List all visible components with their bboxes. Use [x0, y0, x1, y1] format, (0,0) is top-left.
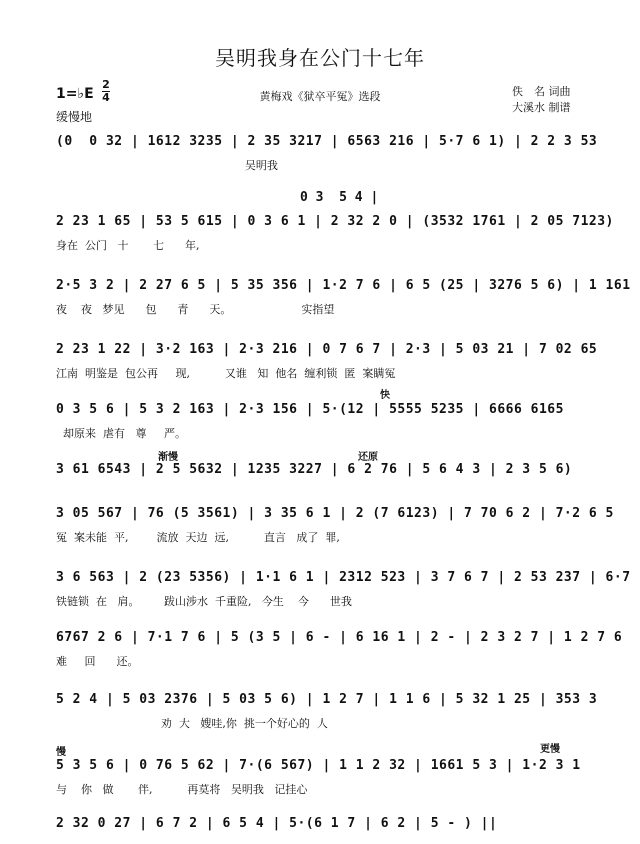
source-line: 黄梅戏《狱卒平冤》选段 — [259, 90, 381, 103]
notation-line: 2 32 0 27 | 6 7 2 | 6 5 4 | 5·(6 1 7 | 6 2 | 5 - ) || — [56, 816, 498, 831]
lyrics-line: 与 你 做 伴, 再莫将 吴明我 记挂心 — [56, 783, 308, 796]
notation-line: 2 23 1 65 | 53 5 615 | 0 3 6 1 | 2 32 2 0 | (3532 1761 | 2 05 7123) — [56, 214, 614, 229]
notation-line: 3 05 567 | 76 (5 3561) | 3 35 6 1 | 2 (7 6123) | 7 70 6 2 | 7·2 6 5 — [56, 506, 614, 521]
annotation-a-tempo: 还原 — [358, 452, 378, 463]
tempo-marking: 缓慢地 — [56, 110, 93, 124]
score-row — [56, 756, 590, 798]
lyrics-line: 江南 明鉴是 包公再 现, 又谁 知 他名 缠利锁 匿 案瞒冤 — [56, 367, 396, 380]
annotation-slow: 慢 — [56, 747, 66, 758]
score-row — [56, 460, 590, 502]
score-row — [56, 132, 598, 174]
score-row — [56, 400, 590, 442]
lyrics-line: 劝 大 嫂哇,你 挑一个好心的 人 — [56, 717, 328, 730]
notation-line: 0 3 5 6 | 5 3 2 163 | 2·3 156 | 5·(12 | 5555 5235 | 6666 6165 — [56, 402, 564, 417]
annotation-gradual-slow: 渐慢 — [158, 452, 178, 463]
upper-voice-notes: 0 3 5 4 | — [300, 190, 379, 205]
score-row — [56, 276, 631, 318]
credit-arranger: 大溪水 制谱 — [512, 101, 571, 114]
lyrics-line: 冤 案未能 平, 流放 天边 远, 直言 成了 罪, — [56, 531, 340, 544]
score-row — [56, 504, 614, 546]
score-row — [56, 628, 623, 670]
notation-line: (0 0 32 | 1612 3235 | 2 35 3217 | 6563 216 | 5·7 6 1) | 2 2 3 53 — [56, 134, 598, 149]
key-signature: 1=♭E — [56, 86, 94, 102]
lyrics-line — [56, 486, 590, 502]
notation-line: 2 23 1 22 | 3·2 163 | 2·3 216 | 0 7 6 7 | 2·3 | 5 03 21 | 7 02 65 — [56, 342, 598, 357]
notation-line: 5 2 4 | 5 03 2376 | 5 03 5 6) | 1 2 7 | 1 1 6 | 5 32 1 25 | 353 3 — [56, 692, 598, 707]
score-row — [56, 690, 598, 732]
notation-line: 3 6 563 | 2 (23 5356) | 1·1 6 1 | 2312 523 | 3 7 6 7 | 2 53 237 | 6·7 — [56, 570, 631, 585]
time-top: 2 — [102, 78, 110, 91]
credit-lyrics-music: 佚 名 词曲 — [512, 85, 571, 98]
lyrics-line: 铁链锁 在 肩。 跋山涉水 千重险, 今生 今 世我 — [56, 595, 352, 608]
lyrics-line: 身在 公门 十 七 年, — [56, 239, 200, 252]
lyrics-line: 难 回 还。 — [56, 655, 139, 668]
score-row — [56, 814, 590, 834]
time-bottom: 4 — [102, 91, 110, 104]
lyrics-line: 却原来 虐有 尊 严。 — [56, 427, 186, 440]
notation-line: 5 3 5 6 | 0 76 5 62 | 7·(6 567) | 1 1 2 32 | 1661 5 3 | 1·2 3 1 — [56, 758, 581, 773]
notation-line: 6767 2 6 | 7·1 7 6 | 5 (3 5 | 6 - | 6 16 1 | 2 - | 2 3 2 7 | 1 2 7 6 — [56, 630, 623, 645]
score-row — [56, 340, 598, 382]
score-row — [56, 212, 614, 254]
annotation-slower: 更慢 — [540, 744, 560, 755]
notation-line: 2·5 3 2 | 2 27 6 5 | 5 35 356 | 1·2 7 6 | 6 5 (25 | 3276 5 6) | 1 161 — [56, 278, 631, 293]
lyrics-line: 夜 夜 梦见 包 青 天。 实指望 — [56, 303, 335, 316]
song-title: 吴明我身在公门十七年 — [215, 46, 425, 70]
score-row — [56, 568, 631, 610]
annotation-fast: 快 — [380, 390, 390, 401]
credits — [512, 84, 571, 116]
notation-line: 3 61 6543 | 2 5 5632 | 1235 3227 | 6 2 76 | 5 6 4 3 | 2 3 5 6) — [56, 462, 573, 477]
lyrics-line: 吴明我 — [56, 159, 278, 172]
